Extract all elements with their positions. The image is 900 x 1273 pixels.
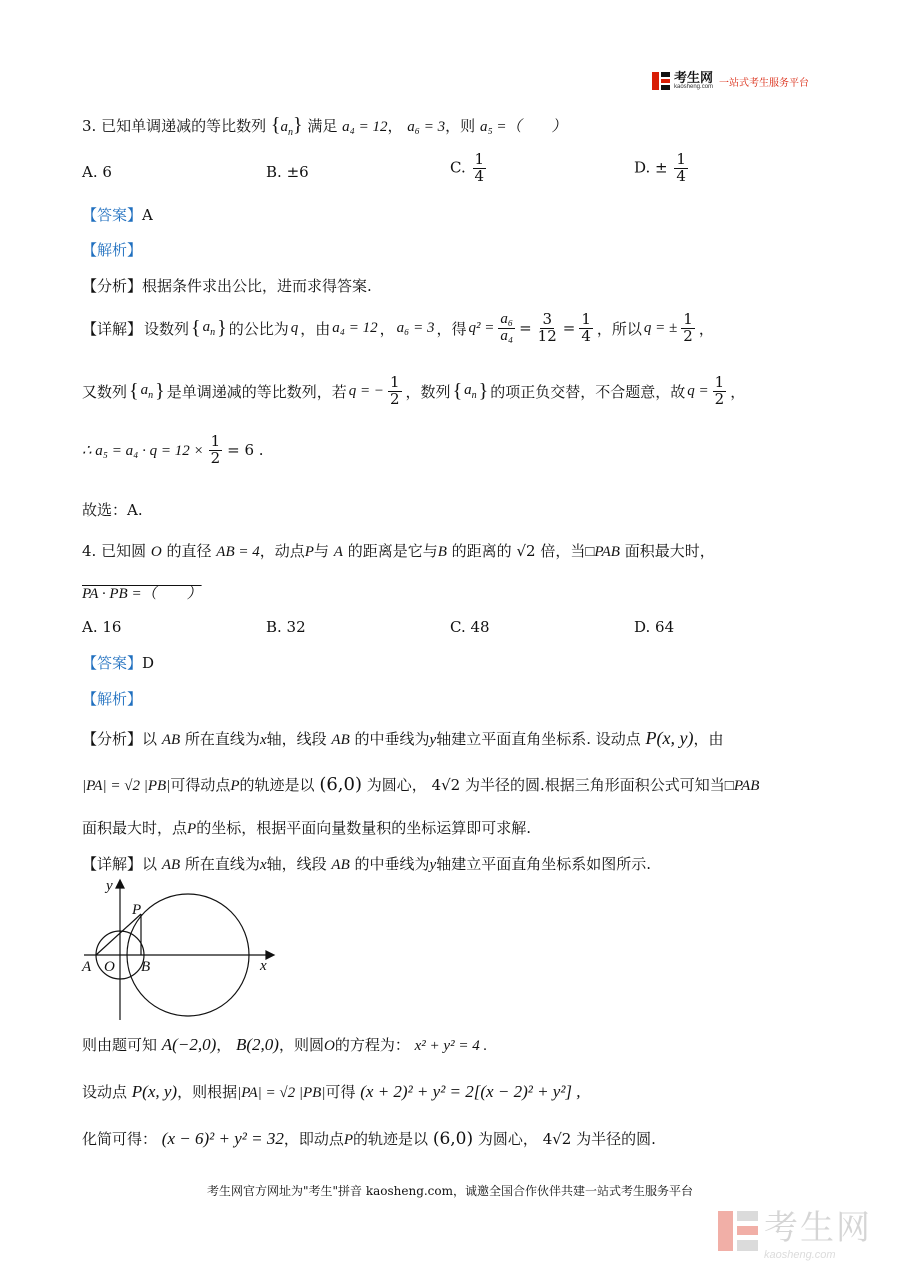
q3-fenxi-text: 根据条件求出公比，进而求得答案.	[142, 277, 372, 295]
q4-f3-P: P	[187, 821, 197, 837]
q3-fenxi-tag: 【分析】	[82, 277, 143, 295]
q4-f1-c: 轴，线段	[266, 730, 327, 748]
q4-f2-eq: |PA| = √2 |PB|	[82, 778, 171, 794]
q4-l4-center: (6,0)	[432, 1129, 474, 1149]
q4-f1-x: x	[259, 732, 267, 748]
q4-d1-a: 以	[142, 855, 158, 873]
q3-option-b	[266, 163, 309, 181]
q3-option-a: A. 6	[82, 163, 112, 181]
q3-d3-expr: ∴ a₅ = a₄ · q = 12 ×	[82, 442, 204, 459]
q3-d2-c: ，数列	[405, 382, 451, 401]
q4-l4-d: 为圆心，	[477, 1130, 538, 1148]
q4-l4-eq: (x − 6)² + y² = 32	[161, 1129, 284, 1148]
q3-d1-h-num: 1	[683, 310, 693, 328]
q4-l2-b: ，则圆	[278, 1036, 324, 1054]
q4-stem-line1	[82, 540, 715, 561]
q4-detail-line1	[82, 853, 651, 874]
q3-option-c	[450, 152, 488, 185]
q4-figure	[80, 874, 280, 1024]
q4-f2-d: 为圆心，	[366, 776, 427, 794]
q4-f2-c: (6,0)	[319, 774, 362, 795]
q4-l2-O: O	[324, 1038, 335, 1054]
q4-s1-h: 面积最大时，	[624, 542, 715, 560]
q4-l2-eq: x² + y² = 4 .	[414, 1038, 488, 1054]
q3-d2-d: 的项正负交替，不合题意，故	[490, 382, 686, 401]
q3-option-d-den: 4	[676, 166, 686, 185]
q4-f3-b: 的坐标，根据平面向量数量积的坐标运算即可求解.	[196, 819, 531, 837]
q4-d1-ab2: AB	[331, 857, 350, 873]
q3-ask-a5: a₅ =（ ）	[479, 119, 567, 135]
q4-d1-ab: AB	[161, 857, 181, 873]
q4-f2-e: 为半径的圆.根据三角形面积公式可知当	[465, 776, 725, 794]
q3-option-b-label: B.	[266, 163, 282, 181]
q4-l4-c: 的轨迹是以	[353, 1130, 429, 1148]
q4-detail-line2: 则由题可知 A(−2,0)， B(2,0)，则圆O的方程为： x² + y² = 4 .	[82, 1035, 488, 1054]
watermark	[718, 1200, 872, 1261]
q3-d1-e: ，所以	[596, 319, 642, 338]
label-b: B	[141, 959, 151, 975]
label-x: x	[260, 958, 267, 974]
q3-option-d-sign: ±	[655, 158, 668, 177]
q3-d1-h-den: 2	[683, 326, 693, 345]
q4-option-d: D. 64	[634, 618, 675, 636]
q3-d1-f2-num: 3	[542, 310, 552, 328]
q4-l4-r: 4√2	[542, 1130, 572, 1148]
q4-f1-ab2: AB	[331, 732, 350, 748]
q4-f3-a: 面积最大时，点	[82, 819, 188, 837]
q4-s1-d: 与	[313, 542, 329, 560]
q4-l4-e: 为半径的圆.	[576, 1130, 656, 1148]
q3-d1-c: ，由	[300, 319, 331, 338]
q4-answer-value: D	[142, 654, 155, 672]
segment-pa	[96, 914, 141, 955]
q3-cond-a4: a₄ = 12	[342, 119, 388, 135]
q3-d1-a6: a₆ = 3	[396, 319, 435, 336]
q3-ask: ，则	[445, 117, 476, 135]
q3-d3-h-den: 2	[210, 448, 221, 467]
brand-logo-icon	[652, 72, 670, 90]
q4-l2-A: A(−2,0)	[161, 1035, 217, 1054]
q4-fenxi-line3	[82, 817, 531, 838]
q4-l3-a: 设动点	[82, 1083, 128, 1101]
q4-f2-b: 的轨迹是以	[239, 776, 315, 794]
watermark-title: 考生网	[764, 1209, 872, 1247]
q3-option-d-num: 1	[676, 150, 686, 168]
q4-answer-tag: 【答案】	[82, 654, 143, 672]
label-y: y	[106, 878, 113, 894]
q4-d1-tag: 【详解】	[82, 855, 143, 873]
q3-answer	[82, 204, 153, 225]
q3-d1-q: q	[290, 319, 299, 336]
q3-d1-b: 的公比为	[228, 319, 289, 338]
q3-d2-a: 又数列	[82, 382, 128, 401]
q4-f2-a: 可得动点	[170, 776, 231, 794]
q3-cond-a6: a₆ = 3	[407, 119, 446, 135]
q3-conclusion: 故选：A.	[82, 501, 143, 519]
q3-option-c-num: 1	[474, 150, 485, 168]
q3-detail-line2: 又数列 { $a_n$ } 是单调递减的等比数列，若 q = − $\frac{1}{2}$ ，数列 { $a_n$ } 的项正负交替，不合题意，故 q = $\frac{1}{2}$ ，	[82, 373, 746, 408]
q4-s1-a: 4. 已知圆	[82, 542, 147, 560]
q4-f1-d: 的中垂线为	[354, 730, 430, 748]
q4-l4-b: ，即动点	[283, 1130, 344, 1148]
q3-option-b-value: ±6	[286, 163, 309, 181]
q4-s1-c: ，动点	[259, 542, 305, 560]
q4-f1-b: 所在直线为	[184, 730, 260, 748]
q4-l3-eq: |PA| = √2 |PB|	[237, 1085, 326, 1101]
q4-l4-a: 化简可得：	[82, 1130, 158, 1148]
q4-f1-e: 轴建立平面直角坐标系. 设动点	[436, 730, 641, 748]
q3-d2-h2-den: 2	[714, 389, 725, 408]
q3-analysis-tag: 【解析】	[82, 241, 143, 259]
q3-option-d-label: D.	[634, 158, 651, 177]
watermark-logo-icon	[718, 1211, 758, 1251]
label-p: P	[132, 902, 142, 918]
q4-d1-d: 的中垂线为	[354, 855, 430, 873]
watermark-site: kaosheng.com	[764, 1249, 836, 1261]
q4-analysis-tag: 【解析】	[82, 690, 143, 708]
q4-s1-b: 的直径	[166, 542, 212, 560]
q3-d1-d: ，得	[436, 319, 467, 338]
q4-f2-tri: □PAB	[724, 778, 760, 794]
x-axis-arrow-icon	[266, 951, 274, 959]
q3-d1-q2: q = ±	[643, 319, 678, 336]
q3-d2-b: 是单调递减的等比数列，若	[166, 382, 347, 401]
q3-answer-value: A	[142, 206, 153, 224]
q4-s1-P: P	[304, 544, 314, 560]
header-logo	[652, 72, 809, 90]
q4-detail-line3	[82, 1081, 581, 1102]
q3-detail-line3	[82, 434, 264, 467]
q4-option-b: B. 32	[266, 618, 306, 636]
q3-d1-eq: q² =	[468, 319, 495, 336]
q3-d2-q: q = −	[348, 382, 384, 399]
q4-s1-ab: AB = 4	[216, 544, 260, 560]
q4-d1-x: x	[259, 857, 267, 873]
q4-d1-b: 所在直线为	[184, 855, 260, 873]
q3-detail-tag: 【详解】	[82, 319, 143, 338]
q4-option-c: C. 48	[450, 618, 490, 636]
q4-s1-A: A	[333, 544, 343, 560]
q4-d1-e: 轴建立平面直角坐标系如图所示.	[436, 855, 651, 873]
q4-l2-c: 的方程为：	[334, 1036, 410, 1054]
page-footer: 考生网官方网址为"考生"拼音 kaosheng.com，诚邀全国合作伙伴共建一站式考生服务平台	[206, 1184, 694, 1198]
brand-slogan: 一站式考生服务平台	[719, 77, 810, 89]
q4-l2-a: 则由题可知	[82, 1036, 158, 1054]
q4-f2-P: P	[230, 778, 240, 794]
q4-answer	[82, 652, 154, 673]
q3-stem-prefix: 3. 已知单调递减的等比数列	[82, 117, 267, 135]
q3-d1-f1-num: a₆	[500, 311, 514, 327]
q4-fenxi-line2	[82, 774, 759, 795]
q3-stem-mid: 满足	[307, 117, 338, 135]
q4-d1-c: 轴，线段	[266, 855, 327, 873]
q3-option-c-label: C.	[450, 158, 466, 177]
q4-s1-O: O	[150, 544, 162, 560]
q4-f1-a: 以	[142, 730, 158, 748]
q3-d3-h-num: 1	[210, 432, 221, 450]
q4-f1-tag: 【分析】	[82, 730, 143, 748]
q4-l3-eq2: (x + 2)² + y² = 2[(x − 2)² + y²] ,	[360, 1082, 581, 1101]
q4-f1-P: P(x, y)	[645, 728, 694, 748]
q4-l4-P: P	[343, 1132, 354, 1148]
q4-s1-g: 倍，当	[540, 542, 586, 560]
q4-fenxi-line1	[82, 728, 724, 749]
q3-d1-f3-den: 4	[581, 326, 591, 345]
q4-s1-tri: □PAB	[585, 544, 620, 560]
q3-stem: 3. 已知单调递减的等比数列 $\{a_n\}$ 满足 a₄ = 12， a₆ = 3，则 a₅ =（ ）	[82, 114, 567, 138]
q4-s1-f: 的距离的	[451, 542, 512, 560]
q4-detail-line4	[82, 1128, 656, 1149]
q3-d1-a: 设数列	[144, 319, 190, 338]
q4-s1-e: 的距离是它与	[347, 542, 438, 560]
q4-option-a: A. 16	[82, 618, 122, 636]
q3-d2-h1-den: 2	[390, 389, 400, 408]
q4-l3-b: ，则根据	[177, 1083, 238, 1101]
q3-option-d	[634, 152, 690, 185]
q4-f1-f: ，由	[693, 730, 724, 748]
q4-l3-c: 可得	[325, 1083, 356, 1101]
q3-d1-a4: a₄ = 12	[332, 319, 378, 336]
label-o: O	[104, 959, 115, 975]
q3-d2-q2: q =	[687, 382, 709, 399]
q4-f2-r: 4√2	[431, 776, 461, 794]
q3-d3-end: = 6 .	[227, 441, 264, 460]
q3-d1-f2-den: 12	[537, 326, 557, 345]
q4-l2-B: B(2,0)	[236, 1035, 279, 1054]
q3-d2-h2-num: 1	[714, 373, 725, 391]
q3-fenxi	[82, 275, 372, 296]
q3-detail-line1: 【详解】 设数列 { $a_n$ } 的公比为 q ，由 a₄ = 12 ， a₆ = 3 ，得 q² = $\frac{\text{a₆}}{\text{a₄}}$ = $\frac{3}{12}$ = $\frac{1}{4}$ ，所以 q = ± $\frac{1}{2}$ ，	[82, 310, 714, 345]
brand-site: kaosheng.com	[674, 84, 714, 90]
brand-name: 考生网	[674, 70, 714, 85]
q3-d1-f1-den: a₄	[500, 327, 514, 344]
q3-d1-f3-num: 1	[581, 310, 591, 328]
q3-answer-tag: 【答案】	[82, 206, 143, 224]
y-axis-arrow-icon	[116, 880, 124, 888]
q4-f1-ab: AB	[161, 732, 181, 748]
q4-l3-P: P(x, y)	[131, 1082, 178, 1101]
q4-f1-y: y	[429, 732, 437, 748]
q4-stem-line2: PA · PB =（ ）	[82, 586, 202, 602]
q3-d2-h1-num: 1	[390, 373, 400, 391]
label-a: A	[82, 959, 92, 975]
q4-s1-sqrt: √2	[516, 542, 536, 560]
q4-s1-B: B	[437, 544, 447, 560]
q4-d1-y: y	[429, 857, 437, 873]
q3-option-c-den: 4	[474, 166, 485, 185]
